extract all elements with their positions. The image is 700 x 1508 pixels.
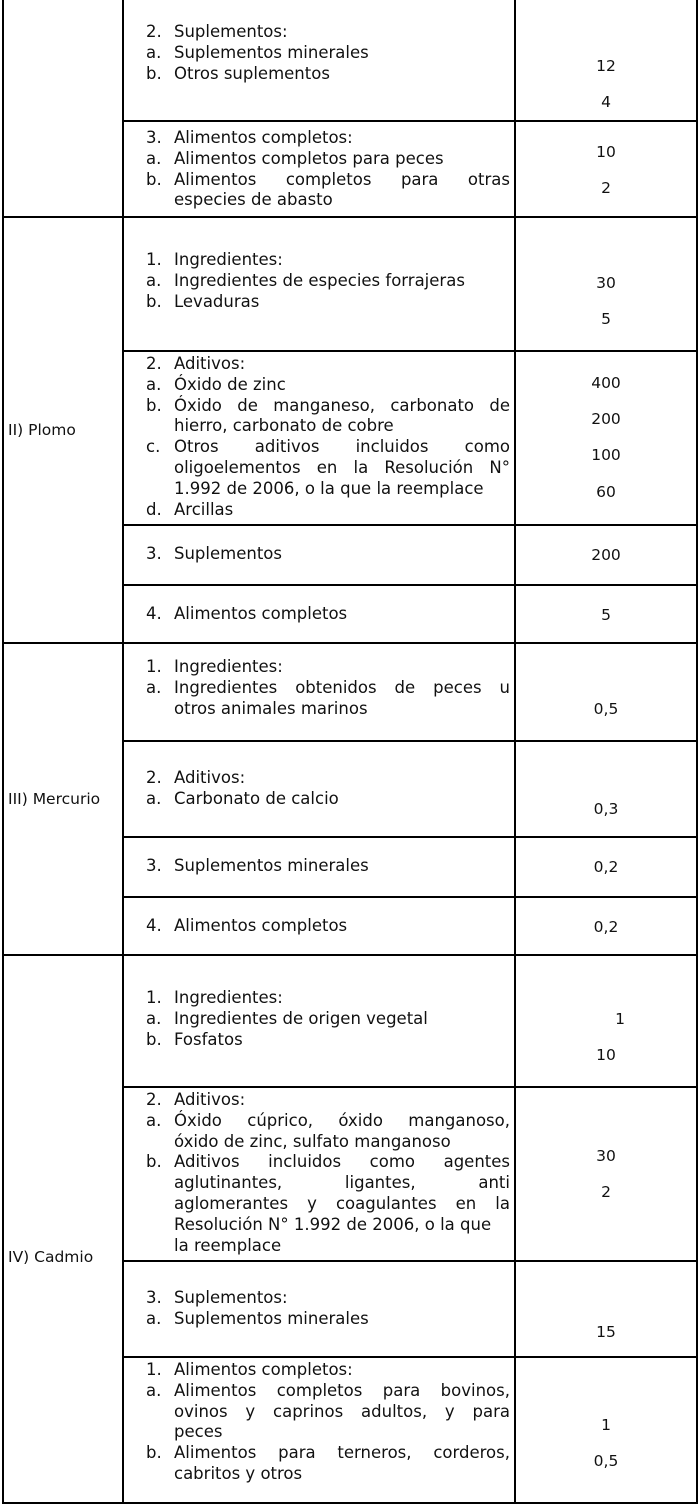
list-marker: 4. xyxy=(146,916,162,935)
list-marker xyxy=(146,1173,174,1194)
list-marker: a. xyxy=(146,270,162,290)
limit-value: 100 xyxy=(591,446,621,464)
list-marker: a. xyxy=(146,788,162,808)
list-marker: a. xyxy=(146,1008,162,1028)
description-line xyxy=(146,479,510,500)
description-line xyxy=(146,1194,510,1215)
description-text: aglomerantes y coagulantes en la xyxy=(174,1193,510,1213)
description-line xyxy=(146,22,510,43)
description-text: peces xyxy=(174,1422,223,1442)
list-marker xyxy=(146,1215,174,1236)
list-marker: a. xyxy=(146,677,162,697)
description-text: Alimentos completos xyxy=(174,916,348,935)
description-text: Aditivos: xyxy=(174,768,246,787)
list-marker: 1. xyxy=(146,1360,162,1379)
list-marker: 1. xyxy=(146,250,162,269)
category-description xyxy=(146,657,510,719)
description-line xyxy=(146,1288,510,1309)
list-marker xyxy=(146,190,174,211)
category-description xyxy=(146,988,510,1050)
description-text: Suplementos minerales xyxy=(174,42,369,62)
limit-value: 12 xyxy=(596,57,616,75)
limit-value: 10 xyxy=(596,1046,616,1064)
column-divider xyxy=(514,1088,516,1260)
element-label xyxy=(4,0,124,216)
list-marker: b. xyxy=(146,169,162,189)
description-line xyxy=(146,1030,510,1051)
description-text: Otros aditivos incluidos como xyxy=(174,437,510,457)
description-text: Ingredientes de especies forrajeras xyxy=(174,270,465,290)
category-description xyxy=(146,1360,510,1485)
limit-value: 2 xyxy=(601,179,611,197)
description-line xyxy=(146,678,510,699)
description-line xyxy=(146,354,510,375)
description-line xyxy=(146,1309,510,1330)
table-row xyxy=(124,1086,696,1260)
description-line xyxy=(146,1381,510,1402)
description-text: Suplementos minerales xyxy=(174,856,369,875)
limit-value: 1 xyxy=(615,1010,625,1028)
column-divider xyxy=(514,644,516,740)
category-description xyxy=(146,1090,510,1256)
limit-value: 5 xyxy=(601,606,611,624)
description-text: la reemplace xyxy=(174,1235,282,1255)
description-line xyxy=(146,768,510,789)
list-marker: 1. xyxy=(146,657,162,676)
description-line xyxy=(146,1443,510,1464)
limit-value: 400 xyxy=(591,374,621,392)
element-group xyxy=(4,642,696,954)
description-line xyxy=(146,437,510,458)
element-label: III) Mercurio xyxy=(4,644,124,954)
list-marker: 3. xyxy=(146,128,162,147)
category-description xyxy=(146,544,510,565)
description-line xyxy=(146,1009,510,1030)
description-line xyxy=(146,128,510,149)
description-line xyxy=(146,657,510,678)
element-label: II) Plomo xyxy=(4,218,124,642)
description-text: Resolución N° 1.992 de 2006, o la que xyxy=(174,1214,492,1234)
list-marker: a. xyxy=(146,42,162,62)
table-row xyxy=(124,524,696,584)
description-text: Fosfatos xyxy=(174,1029,243,1049)
description-text: 1.992 de 2006, o la que la reemplace xyxy=(174,478,484,498)
description-line xyxy=(146,396,510,417)
description-text: aglutinantes, ligantes, anti xyxy=(174,1173,510,1193)
description-text: Alimentos completos: xyxy=(174,128,353,147)
description-line xyxy=(146,64,510,85)
table-row xyxy=(124,644,696,740)
list-marker: 3. xyxy=(146,1288,162,1307)
table-row xyxy=(124,740,696,836)
description-line xyxy=(146,1402,510,1423)
element-label: IV) Cadmio xyxy=(4,956,124,1502)
description-text: Óxido de zinc xyxy=(174,374,286,394)
description-text: Suplementos: xyxy=(174,22,288,41)
table-row xyxy=(124,896,696,956)
description-line xyxy=(146,856,510,877)
description-text: Alimentos completos para bovinos, xyxy=(174,1380,510,1400)
description-text: ovinos y caprinos adultos, y para xyxy=(174,1401,510,1421)
description-line xyxy=(146,604,510,625)
description-text: Óxido de manganeso, carbonato de xyxy=(174,395,510,415)
list-marker: a. xyxy=(146,1380,162,1400)
description-text: Carbonato de calcio xyxy=(174,788,339,808)
description-line xyxy=(146,1111,510,1132)
description-text: oligoelementos en la Resolución N° xyxy=(174,457,510,477)
description-text: Alimentos completos xyxy=(174,604,348,623)
list-marker: a. xyxy=(146,374,162,394)
category-description xyxy=(146,856,510,877)
category-description xyxy=(146,354,510,520)
list-marker xyxy=(146,1236,174,1257)
description-line xyxy=(146,916,510,937)
table-row xyxy=(124,350,696,524)
list-marker: 3. xyxy=(146,544,162,563)
description-text: óxido de zinc, sulfato manganoso xyxy=(174,1131,451,1151)
description-line xyxy=(146,375,510,396)
limit-value: 0,5 xyxy=(593,700,619,718)
description-line xyxy=(146,1360,510,1381)
description-text: Suplementos xyxy=(174,544,282,563)
description-line xyxy=(146,1173,510,1194)
list-marker: a. xyxy=(146,148,162,168)
description-text: Arcillas xyxy=(174,499,234,519)
list-marker: b. xyxy=(146,1029,162,1049)
limit-value: 0,2 xyxy=(593,858,619,876)
element-group xyxy=(4,216,696,642)
description-line xyxy=(146,988,510,1009)
contaminant-limits-table xyxy=(2,0,698,1504)
description-text: Ingredientes: xyxy=(174,657,283,676)
table-row xyxy=(124,0,696,120)
category-description xyxy=(146,1288,510,1330)
description-text: Alimentos para terneros, corderos, xyxy=(174,1443,510,1463)
description-line xyxy=(146,1464,510,1485)
list-marker: 4. xyxy=(146,604,162,623)
list-marker xyxy=(146,1194,174,1215)
column-divider xyxy=(514,742,516,836)
description-text: Óxido cúprico, óxido manganoso, xyxy=(174,1110,510,1130)
list-marker: a. xyxy=(146,1308,162,1328)
table-row xyxy=(124,836,696,896)
description-text: Aditivos incluidos como agentes xyxy=(174,1152,510,1172)
description-text: Ingredientes de origen vegetal xyxy=(174,1008,428,1028)
description-text: Suplementos: xyxy=(174,1288,288,1307)
table-row xyxy=(124,1260,696,1356)
list-marker: d. xyxy=(146,499,162,519)
description-text: Levaduras xyxy=(174,291,260,311)
description-line xyxy=(146,1422,510,1443)
description-text: hierro, carbonato de cobre xyxy=(174,416,394,436)
limit-value: 30 xyxy=(596,274,616,292)
limit-value: 4 xyxy=(601,93,611,111)
limit-value: 10 xyxy=(596,143,616,161)
table-row xyxy=(124,956,696,1086)
table-row xyxy=(124,120,696,216)
description-text: Ingredientes: xyxy=(174,988,283,1007)
list-marker: a. xyxy=(146,1110,162,1130)
description-line xyxy=(146,544,510,565)
table-row xyxy=(124,1356,696,1504)
description-line xyxy=(146,1215,510,1236)
description-text: especies de abasto xyxy=(174,190,333,210)
list-marker: 2. xyxy=(146,1090,162,1109)
description-line xyxy=(146,1236,510,1257)
list-marker: 2. xyxy=(146,22,162,41)
limit-value: 30 xyxy=(596,1147,616,1165)
list-marker xyxy=(146,699,174,720)
description-line xyxy=(146,1132,510,1153)
list-marker: b. xyxy=(146,63,162,83)
limit-value: 1 xyxy=(601,1416,611,1434)
description-line xyxy=(146,149,510,170)
list-marker xyxy=(146,1422,174,1443)
description-line xyxy=(146,458,510,479)
list-marker: 2. xyxy=(146,354,162,373)
table-row xyxy=(124,218,696,350)
limit-value: 5 xyxy=(601,310,611,328)
limit-value: 15 xyxy=(596,1323,616,1341)
list-marker: b. xyxy=(146,395,162,415)
description-line xyxy=(146,416,510,437)
limit-value: 0,5 xyxy=(593,1452,619,1470)
limit-value: 2 xyxy=(601,1183,611,1201)
category-description xyxy=(146,768,510,810)
list-marker: b. xyxy=(146,1152,162,1172)
description-text: otros animales marinos xyxy=(174,698,368,718)
category-description xyxy=(146,250,510,312)
table-row xyxy=(124,584,696,644)
limit-value: 200 xyxy=(591,410,621,428)
description-line xyxy=(146,1090,510,1111)
description-text: Alimentos completos para otras xyxy=(174,169,510,189)
description-line xyxy=(146,1152,510,1173)
description-line xyxy=(146,170,510,191)
description-line xyxy=(146,271,510,292)
list-marker: b. xyxy=(146,291,162,311)
description-text: Ingredientes obtenidos de peces u xyxy=(174,677,510,697)
list-marker: 1. xyxy=(146,988,162,1007)
category-description xyxy=(146,916,510,937)
list-marker xyxy=(146,1132,174,1153)
list-marker xyxy=(146,458,174,479)
limit-value: 200 xyxy=(591,546,621,564)
category-description xyxy=(146,604,510,625)
limit-value: 60 xyxy=(596,483,616,501)
list-marker: b. xyxy=(146,1443,162,1463)
description-line xyxy=(146,190,510,211)
description-text: Aditivos: xyxy=(174,1090,246,1109)
description-line xyxy=(146,500,510,521)
limit-value: 0,2 xyxy=(593,918,619,936)
description-line xyxy=(146,250,510,271)
category-description xyxy=(146,22,510,84)
list-marker xyxy=(146,1402,174,1423)
description-text: Aditivos: xyxy=(174,354,246,373)
description-text: Alimentos completos: xyxy=(174,1360,353,1379)
description-line xyxy=(146,43,510,64)
description-line xyxy=(146,292,510,313)
description-text: Ingredientes: xyxy=(174,250,283,269)
element-group xyxy=(4,0,696,216)
list-marker: 2. xyxy=(146,768,162,787)
list-marker: c. xyxy=(146,437,161,457)
description-text: cabritos y otros xyxy=(174,1463,303,1483)
list-marker: 3. xyxy=(146,856,162,875)
list-marker xyxy=(146,416,174,437)
column-divider xyxy=(514,122,516,216)
description-text: Otros suplementos xyxy=(174,63,330,83)
limit-value: 0,3 xyxy=(593,800,619,818)
description-text: Suplementos minerales xyxy=(174,1308,369,1328)
list-marker xyxy=(146,479,174,500)
description-text: Alimentos completos para peces xyxy=(174,148,444,168)
description-line xyxy=(146,789,510,810)
category-description xyxy=(146,128,510,211)
element-group xyxy=(4,954,696,1502)
list-marker xyxy=(146,1464,174,1485)
description-line xyxy=(146,699,510,720)
